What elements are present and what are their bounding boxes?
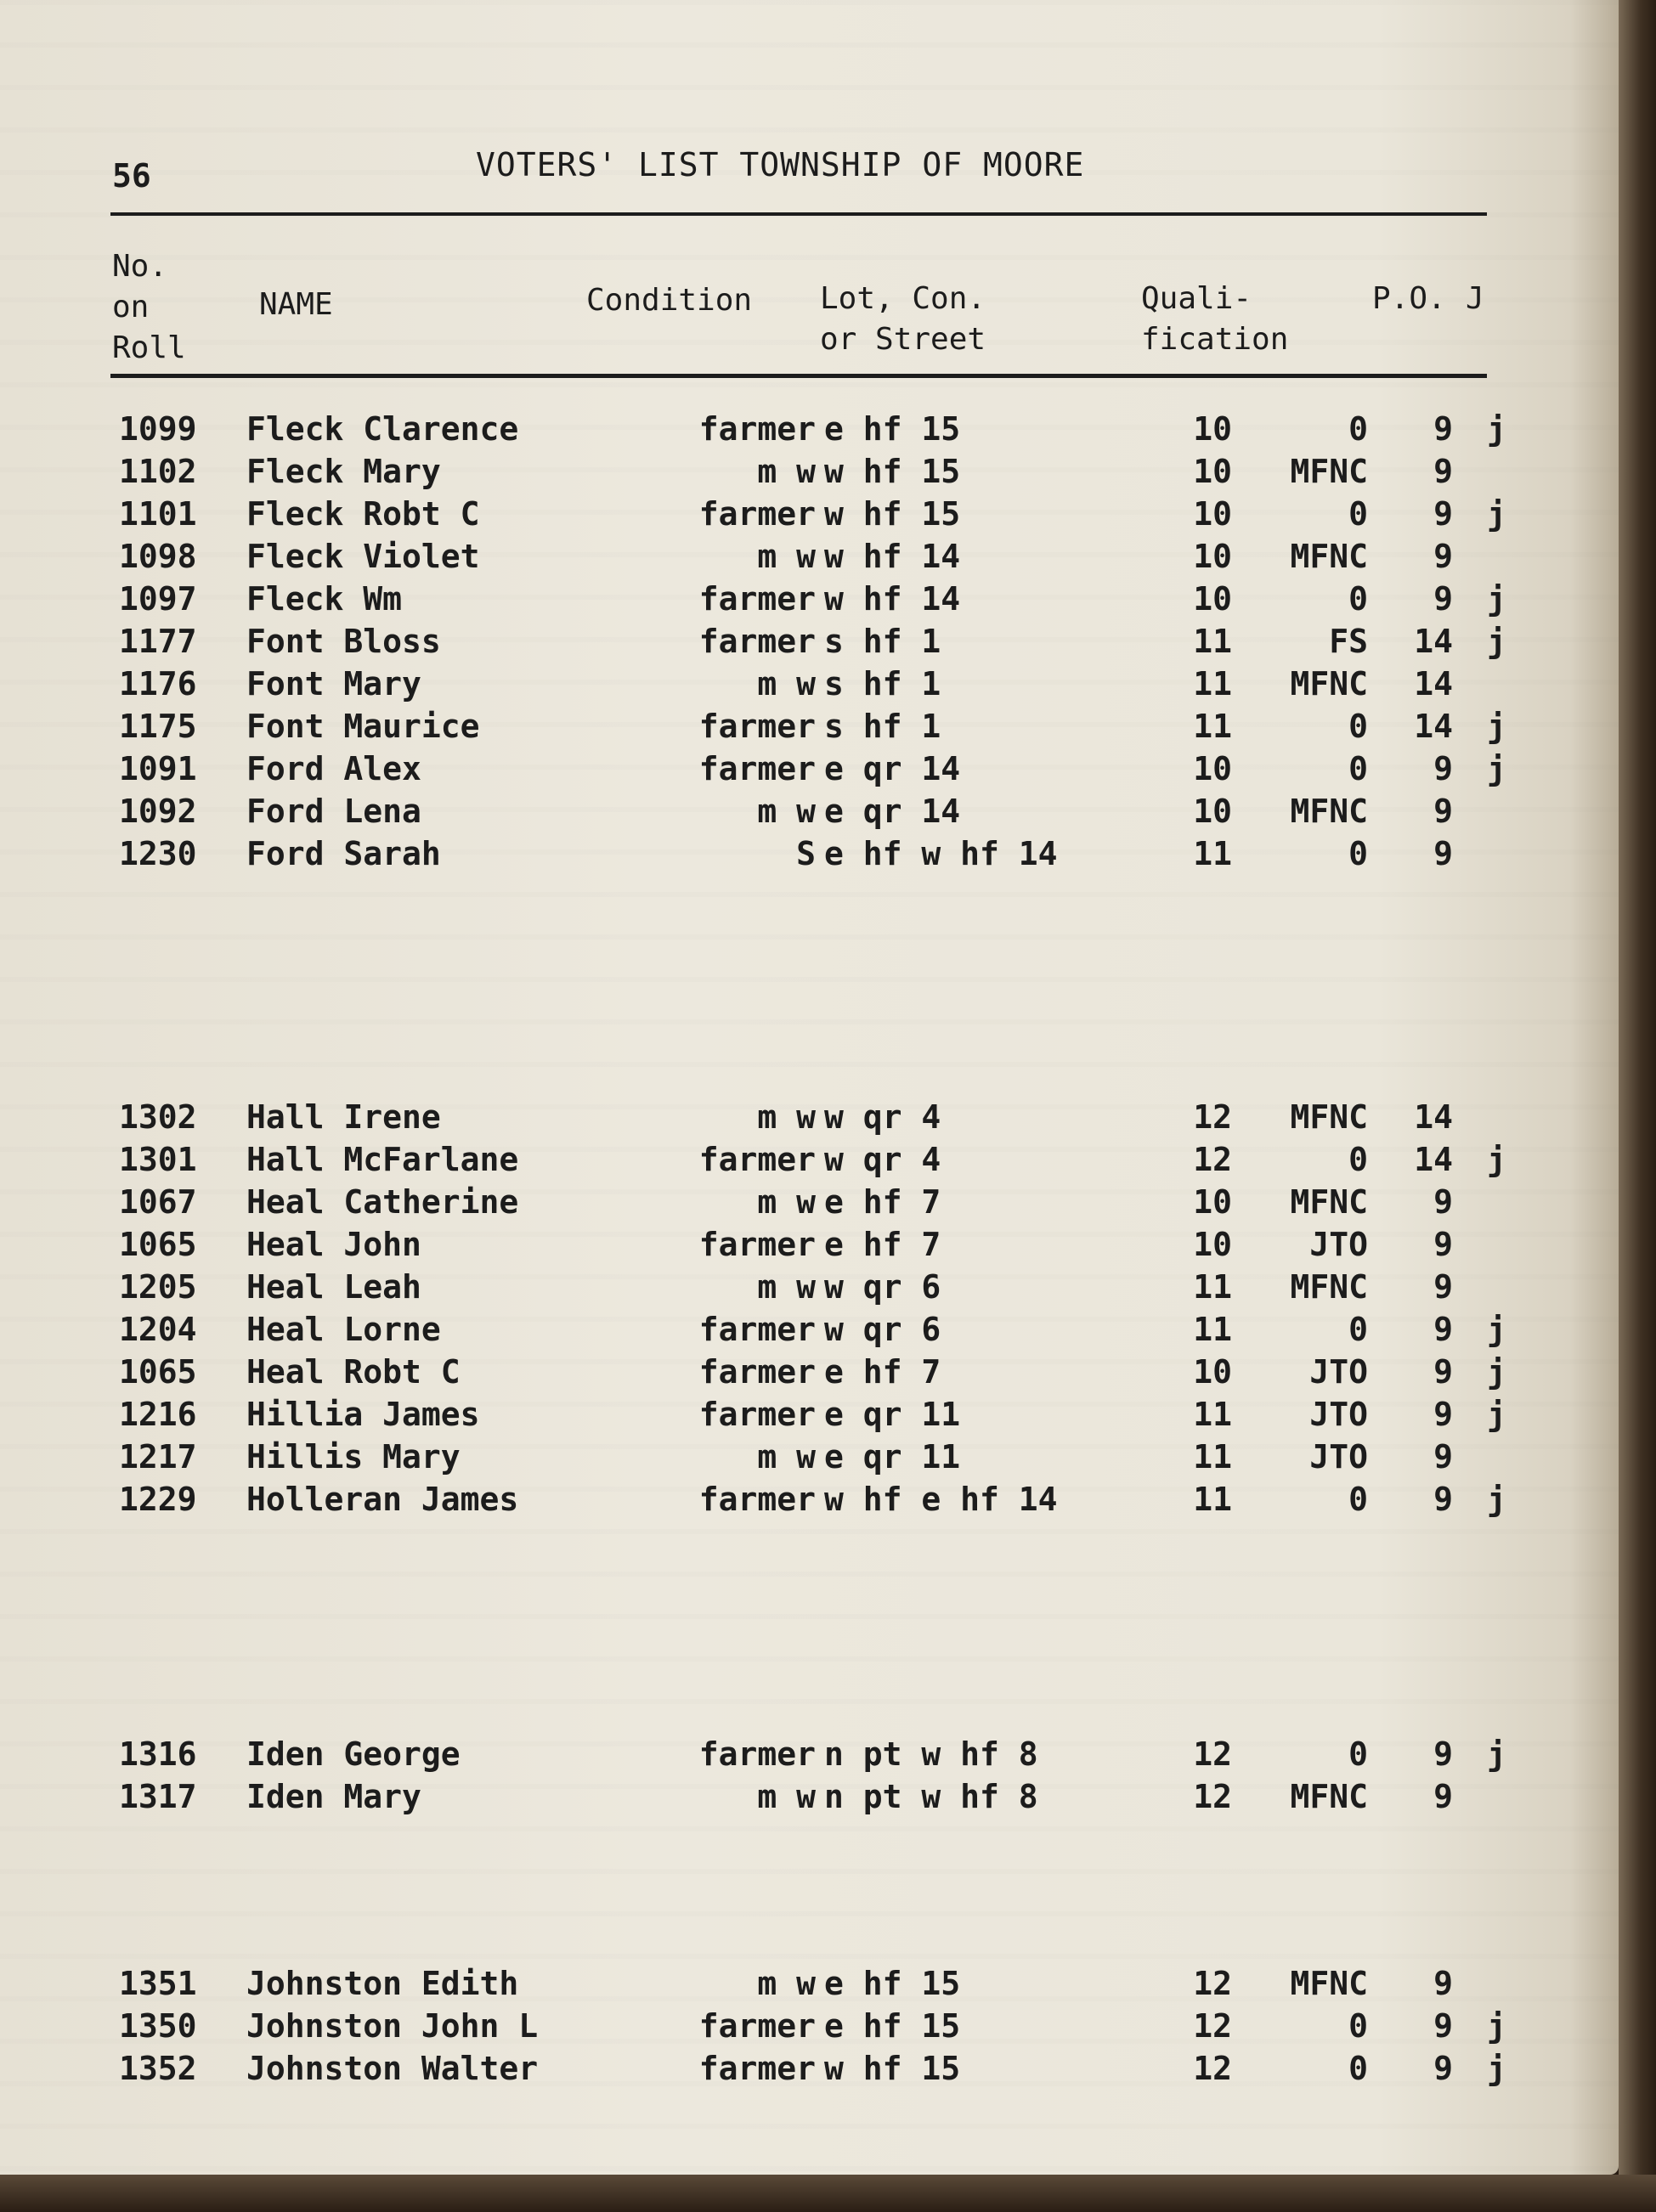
- roll-number: 1350: [119, 2007, 197, 2045]
- post-office: 14: [1414, 1098, 1453, 1136]
- qualification: 11: [1193, 623, 1232, 660]
- lot-concession: e qr 14: [824, 750, 961, 787]
- table-row: [0, 535, 1619, 578]
- post-office: 9: [1433, 1735, 1453, 1773]
- table-row: [0, 1181, 1619, 1223]
- voter-name: Fleck Mary: [246, 453, 441, 490]
- occupation-code: MFNC: [1290, 453, 1368, 490]
- voter-name: Iden George: [246, 1735, 461, 1773]
- condition: farmer: [698, 580, 816, 618]
- occupation-code: JTO: [1309, 1438, 1368, 1476]
- roll-number: 1065: [119, 1353, 197, 1391]
- condition: farmer: [698, 1481, 816, 1518]
- condition: m w: [757, 1778, 816, 1815]
- condition: m w: [757, 1438, 816, 1476]
- roll-number: 1205: [119, 1268, 197, 1306]
- post-office: 9: [1433, 495, 1453, 533]
- table-row: [0, 1436, 1619, 1478]
- lot-concession: e qr 11: [824, 1438, 961, 1476]
- table-row: [0, 450, 1619, 493]
- lot-concession: w qr 6: [824, 1311, 941, 1348]
- qualification: 12: [1193, 1778, 1232, 1815]
- post-office: 14: [1414, 708, 1453, 745]
- voter-name: Holleran James: [246, 1481, 519, 1518]
- condition: m w: [757, 665, 816, 703]
- lot-concession: w hf 15: [824, 453, 961, 490]
- lot-concession: w hf 15: [824, 2050, 961, 2087]
- condition: m w: [757, 538, 816, 575]
- page-title: VOTERS' LIST TOWNSHIP OF MOORE: [476, 146, 1085, 183]
- table-row: [0, 790, 1619, 832]
- roll-number: 1097: [119, 580, 197, 618]
- table-row: [0, 1266, 1619, 1308]
- qualification: 10: [1193, 1183, 1232, 1221]
- post-office: 9: [1433, 410, 1453, 448]
- voter-name: Font Maurice: [246, 708, 480, 745]
- post-office: 14: [1414, 1141, 1453, 1178]
- qualification: 10: [1193, 538, 1232, 575]
- condition: m w: [757, 1965, 816, 2002]
- lot-concession: w qr 4: [824, 1098, 941, 1136]
- post-office: 14: [1414, 665, 1453, 703]
- roll-number: 1177: [119, 623, 197, 660]
- lot-concession: w hf e hf 14: [824, 1481, 1058, 1518]
- qualification: 11: [1193, 665, 1232, 703]
- occupation-code: MFNC: [1290, 793, 1368, 830]
- voter-name: Hillis Mary: [246, 1438, 461, 1476]
- voter-name: Hall McFarlane: [246, 1141, 519, 1178]
- occupation-code: 0: [1348, 750, 1368, 787]
- juror-mark: j: [1487, 1353, 1506, 1391]
- condition: farmer: [698, 1396, 816, 1433]
- lot-concession: n pt w hf 8: [824, 1778, 1038, 1815]
- condition: farmer: [698, 2050, 816, 2087]
- voter-name: Johnston Edith: [246, 1965, 519, 2002]
- post-office: 9: [1433, 2050, 1453, 2087]
- juror-mark: j: [1487, 750, 1506, 787]
- voter-name: Fleck Violet: [246, 538, 480, 575]
- roll-number: 1301: [119, 1141, 197, 1178]
- voter-name: Heal Lorne: [246, 1311, 441, 1348]
- roll-number: 1352: [119, 2050, 197, 2087]
- header-j: J: [1466, 281, 1484, 316]
- table-row: [0, 1962, 1619, 2005]
- roll-number: 1065: [119, 1226, 197, 1263]
- voter-name: Ford Lena: [246, 793, 421, 830]
- lot-concession: w qr 6: [824, 1268, 941, 1306]
- occupation-code: MFNC: [1290, 665, 1368, 703]
- condition: m w: [757, 453, 816, 490]
- occupation-code: 0: [1348, 580, 1368, 618]
- condition: farmer: [698, 1735, 816, 1773]
- qualification: 11: [1193, 1311, 1232, 1348]
- juror-mark: j: [1487, 1311, 1506, 1348]
- post-office: 9: [1433, 1481, 1453, 1518]
- header-name: NAME: [259, 287, 333, 322]
- lot-concession: e hf 7: [824, 1183, 941, 1221]
- qualification: 10: [1193, 750, 1232, 787]
- lot-concession: w hf 14: [824, 538, 961, 575]
- occupation-code: 0: [1348, 495, 1368, 533]
- table-row: [0, 748, 1619, 790]
- juror-mark: j: [1487, 495, 1506, 533]
- voter-name: Heal Catherine: [246, 1183, 519, 1221]
- post-office: 9: [1433, 1396, 1453, 1433]
- table-row: [0, 832, 1619, 875]
- post-office: 9: [1433, 2007, 1453, 2045]
- roll-number: 1229: [119, 1481, 197, 1518]
- qualification: 10: [1193, 1226, 1232, 1263]
- table-row: [0, 2047, 1619, 2090]
- voter-name: Ford Alex: [246, 750, 421, 787]
- roll-number: 1101: [119, 495, 197, 533]
- occupation-code: MFNC: [1290, 1268, 1368, 1306]
- voter-name: Heal Robt C: [246, 1353, 461, 1391]
- occupation-code: MFNC: [1290, 1965, 1368, 2002]
- juror-mark: j: [1487, 2050, 1506, 2087]
- post-office: 9: [1433, 750, 1453, 787]
- qualification: 11: [1193, 835, 1232, 872]
- lot-concession: s hf 1: [824, 665, 941, 703]
- lot-concession: e hf w hf 14: [824, 835, 1058, 872]
- qualification: 10: [1193, 580, 1232, 618]
- table-row: [0, 1096, 1619, 1138]
- condition: m w: [757, 793, 816, 830]
- roll-number: 1092: [119, 793, 197, 830]
- qualification: 10: [1193, 495, 1232, 533]
- lot-concession: e hf 7: [824, 1226, 941, 1263]
- lot-concession: s hf 1: [824, 623, 941, 660]
- occupation-code: JTO: [1309, 1226, 1368, 1263]
- header-roll: No. on Roll: [112, 249, 186, 365]
- voter-name: Fleck Robt C: [246, 495, 480, 533]
- occupation-code: MFNC: [1290, 1778, 1368, 1815]
- post-office: 14: [1414, 623, 1453, 660]
- condition: m w: [757, 1268, 816, 1306]
- condition: farmer: [698, 495, 816, 533]
- roll-number: 1099: [119, 410, 197, 448]
- juror-mark: j: [1487, 1141, 1506, 1178]
- juror-mark: j: [1487, 623, 1506, 660]
- occupation-code: MFNC: [1290, 1183, 1368, 1221]
- qualification: 12: [1193, 1965, 1232, 2002]
- roll-number: 1216: [119, 1396, 197, 1433]
- page-number: 56: [112, 157, 151, 195]
- table-row: [0, 663, 1619, 705]
- post-office: 9: [1433, 453, 1453, 490]
- voter-name: Iden Mary: [246, 1778, 421, 1815]
- qualification: 11: [1193, 1438, 1232, 1476]
- qualification: 11: [1193, 1481, 1232, 1518]
- post-office: 9: [1433, 1268, 1453, 1306]
- juror-mark: j: [1487, 708, 1506, 745]
- qualification: 11: [1193, 708, 1232, 745]
- condition: S: [796, 835, 816, 872]
- lot-concession: n pt w hf 8: [824, 1735, 1038, 1773]
- post-office: 9: [1433, 1353, 1453, 1391]
- condition: farmer: [698, 1226, 816, 1263]
- header-qualification: Quali- fication: [1141, 281, 1289, 357]
- condition: m w: [757, 1183, 816, 1221]
- occupation-code: FS: [1329, 623, 1368, 660]
- table-row: [0, 705, 1619, 748]
- occupation-code: MFNC: [1290, 538, 1368, 575]
- condition: farmer: [698, 1141, 816, 1178]
- lot-concession: s hf 1: [824, 708, 941, 745]
- occupation-code: 0: [1348, 2007, 1368, 2045]
- voter-name: Font Bloss: [246, 623, 441, 660]
- table-row: [0, 578, 1619, 620]
- juror-mark: j: [1487, 2007, 1506, 2045]
- qualification: 12: [1193, 1098, 1232, 1136]
- roll-number: 1302: [119, 1098, 197, 1136]
- table-row: [0, 493, 1619, 535]
- lot-concession: e qr 14: [824, 793, 961, 830]
- post-office: 9: [1433, 1965, 1453, 2002]
- table-row: [0, 1733, 1619, 1775]
- roll-number: 1176: [119, 665, 197, 703]
- post-office: 9: [1433, 1226, 1453, 1263]
- voter-name: Ford Sarah: [246, 835, 441, 872]
- occupation-code: MFNC: [1290, 1098, 1368, 1136]
- qualification: 10: [1193, 453, 1232, 490]
- qualification: 12: [1193, 1141, 1232, 1178]
- condition: farmer: [698, 623, 816, 660]
- header-po: P.O.: [1372, 281, 1446, 316]
- condition: farmer: [698, 2007, 816, 2045]
- voter-name: Heal John: [246, 1226, 421, 1263]
- lot-concession: e qr 11: [824, 1396, 961, 1433]
- voter-name: Fleck Clarence: [246, 410, 519, 448]
- post-office: 9: [1433, 1183, 1453, 1221]
- juror-mark: j: [1487, 410, 1506, 448]
- condition: farmer: [698, 750, 816, 787]
- book-bottom-edge: [0, 2175, 1656, 2212]
- condition: farmer: [698, 1353, 816, 1391]
- post-office: 9: [1433, 1311, 1453, 1348]
- roll-number: 1091: [119, 750, 197, 787]
- occupation-code: 0: [1348, 410, 1368, 448]
- juror-mark: j: [1487, 1481, 1506, 1518]
- voter-name: Johnston John L: [246, 2007, 539, 2045]
- post-office: 9: [1433, 835, 1453, 872]
- lot-concession: w hf 15: [824, 495, 961, 533]
- table-row: [0, 1308, 1619, 1351]
- roll-number: 1230: [119, 835, 197, 872]
- occupation-code: 0: [1348, 1311, 1368, 1348]
- post-office: 9: [1433, 1438, 1453, 1476]
- qualification: 10: [1193, 1353, 1232, 1391]
- condition: farmer: [698, 1311, 816, 1348]
- roll-number: 1098: [119, 538, 197, 575]
- voter-name: Johnston Walter: [246, 2050, 539, 2087]
- roll-number: 1102: [119, 453, 197, 490]
- roll-number: 1351: [119, 1965, 197, 2002]
- book-spine: [1619, 0, 1656, 2212]
- qualification: 12: [1193, 1735, 1232, 1773]
- header-lot: Lot, Con. or Street: [820, 281, 986, 357]
- condition: farmer: [698, 708, 816, 745]
- juror-mark: j: [1487, 1396, 1506, 1433]
- roll-number: 1175: [119, 708, 197, 745]
- table-row: [0, 620, 1619, 663]
- table-row: [0, 2005, 1619, 2047]
- table-row: [0, 408, 1619, 450]
- qualification: 10: [1193, 793, 1232, 830]
- table-row: [0, 1223, 1619, 1266]
- condition: m w: [757, 1098, 816, 1136]
- lot-concession: e hf 7: [824, 1353, 941, 1391]
- voter-name: Font Mary: [246, 665, 421, 703]
- juror-mark: j: [1487, 580, 1506, 618]
- qualification: 10: [1193, 410, 1232, 448]
- lot-concession: e hf 15: [824, 1965, 961, 2002]
- table-row: [0, 1138, 1619, 1181]
- post-office: 9: [1433, 793, 1453, 830]
- occupation-code: 0: [1348, 1735, 1368, 1773]
- roll-number: 1204: [119, 1311, 197, 1348]
- voter-name: Hall Irene: [246, 1098, 441, 1136]
- occupation-code: 0: [1348, 1481, 1368, 1518]
- occupation-code: 0: [1348, 1141, 1368, 1178]
- post-office: 9: [1433, 538, 1453, 575]
- roll-number: 1217: [119, 1438, 197, 1476]
- occupation-code: JTO: [1309, 1353, 1368, 1391]
- qualification: 11: [1193, 1396, 1232, 1433]
- voter-name: Fleck Wm: [246, 580, 403, 618]
- occupation-code: 0: [1348, 708, 1368, 745]
- qualification: 12: [1193, 2050, 1232, 2087]
- condition: farmer: [698, 410, 816, 448]
- occupation-code: JTO: [1309, 1396, 1368, 1433]
- lot-concession: e hf 15: [824, 2007, 961, 2045]
- roll-number: 1317: [119, 1778, 197, 1815]
- roll-number: 1316: [119, 1735, 197, 1773]
- table-row: [0, 1351, 1619, 1393]
- voter-name: Hillia James: [246, 1396, 480, 1433]
- lot-concession: w qr 4: [824, 1141, 941, 1178]
- occupation-code: 0: [1348, 2050, 1368, 2087]
- juror-mark: j: [1487, 1735, 1506, 1773]
- voter-name: Heal Leah: [246, 1268, 421, 1306]
- table-row: [0, 1478, 1619, 1521]
- lot-concession: w hf 14: [824, 580, 961, 618]
- qualification: 12: [1193, 2007, 1232, 2045]
- qualification: 11: [1193, 1268, 1232, 1306]
- post-office: 9: [1433, 1778, 1453, 1815]
- lot-concession: e hf 15: [824, 410, 961, 448]
- occupation-code: 0: [1348, 835, 1368, 872]
- post-office: 9: [1433, 580, 1453, 618]
- header-condition: Condition: [586, 283, 753, 318]
- table-row: [0, 1393, 1619, 1436]
- roll-number: 1067: [119, 1183, 197, 1221]
- table-row: [0, 1775, 1619, 1818]
